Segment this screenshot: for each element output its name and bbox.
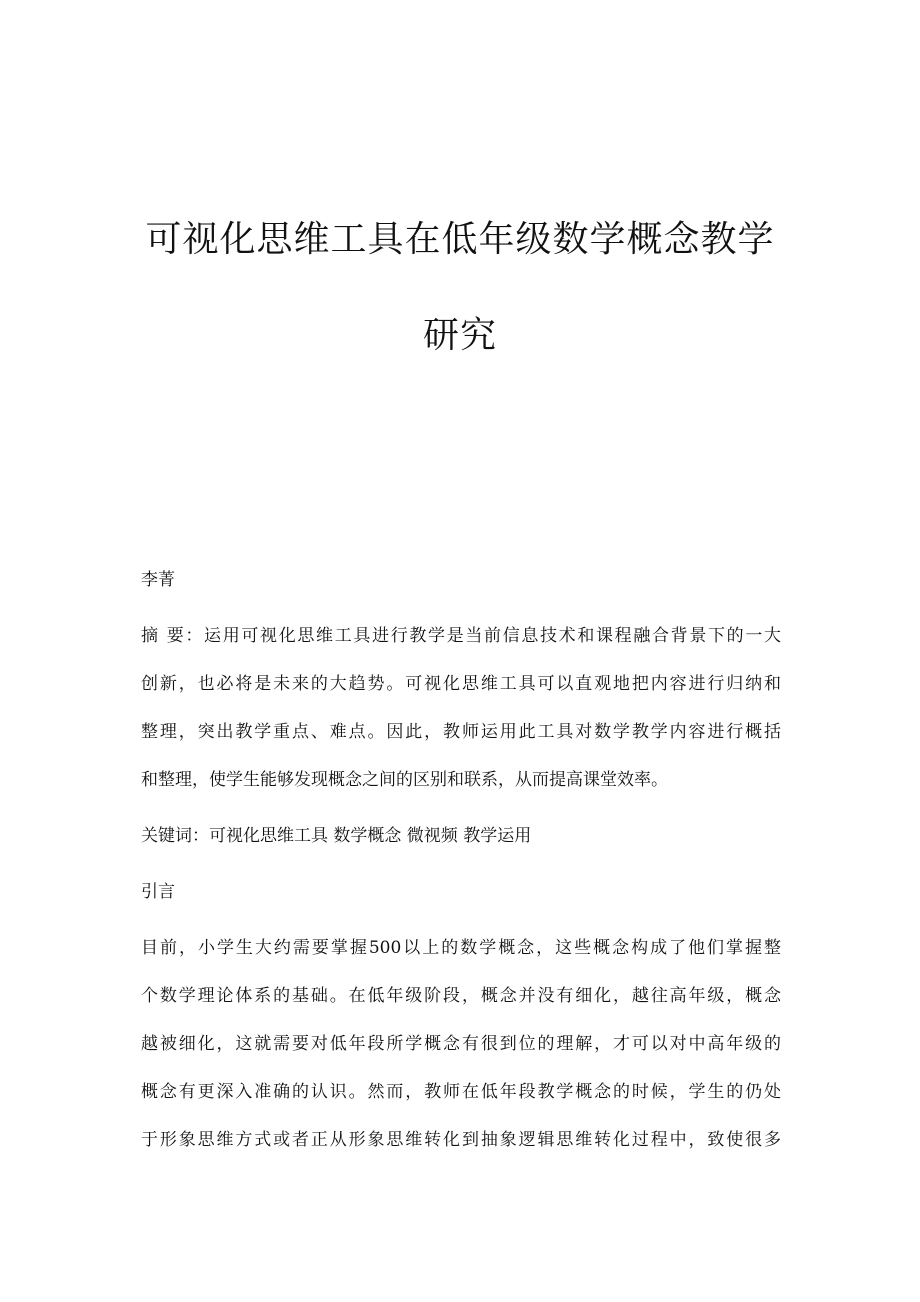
abstract-line: 创新，也必将是未来的大趋势。可视化思维工具可以直观地把内容进行归纳和 [141,674,781,694]
intro-line: 个数学理论体系的基础。在低年级阶段，概念并没有细化，越往高年级，概念 [141,986,781,1006]
intro-line: 目前，小学生大约需要掌握500以上的数学概念，这些概念构成了他们掌握整 [141,938,781,958]
keywords: 关键词：可视化思维工具 数学概念 微视频 教学运用 [141,826,532,846]
author: 李菁 [141,570,175,590]
section-heading: 引言 [141,882,175,902]
intro-line: 于形象思维方式或者正从形象思维转化到抽象逻辑思维转化过程中，致使很多 [141,1130,781,1150]
abstract-line: 和整理，使学生能够发现概念之间的区别和联系，从而提高课堂效率。 [141,770,668,790]
title-line-2: 研究 [422,315,497,356]
title-line-1: 可视化思维工具在低年级数学概念教学 [145,219,775,260]
abstract-line: 摘 要：运用可视化思维工具进行教学是当前信息技术和课程融合背景下的一大 [141,626,781,646]
intro-line: 概念有更深入准确的认识。然而，教师在低年段教学概念的时候，学生的仍处 [141,1082,781,1102]
intro-line: 越被细化，这就需要对低年段所学概念有很到位的理解，才可以对中高年级的 [141,1034,781,1054]
abstract-line: 整理，突出教学重点、难点。因此，教师运用此工具对数学教学内容进行概括 [141,722,781,742]
